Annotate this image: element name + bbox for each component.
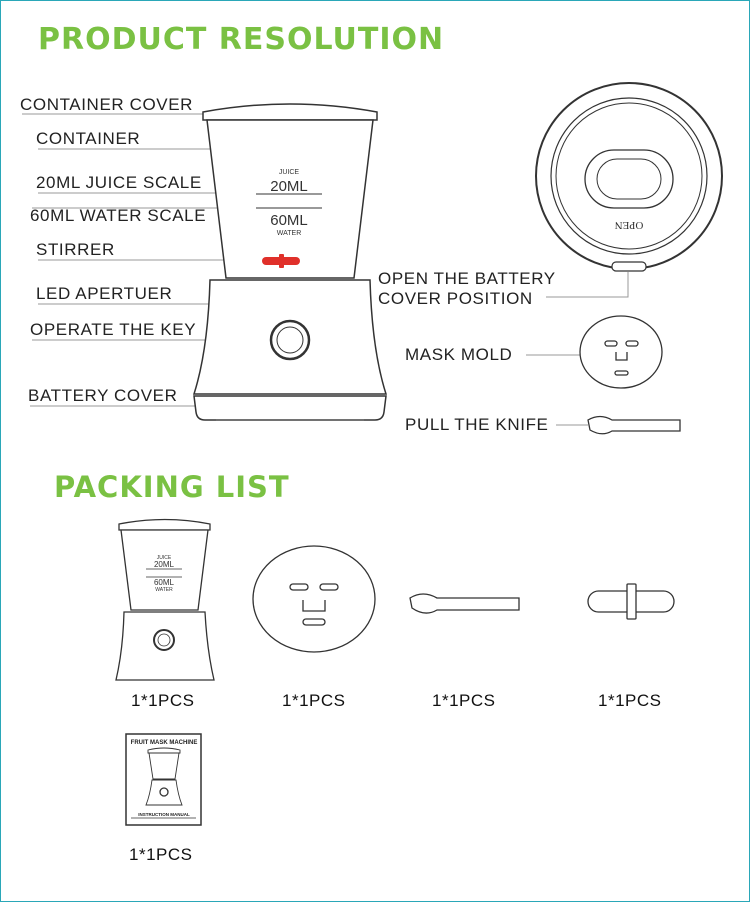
product-resolution-heading: PRODUCT RESOLUTION bbox=[38, 22, 445, 57]
label-container-cover: CONTAINER COVER bbox=[20, 95, 194, 114]
container-cover bbox=[203, 104, 377, 120]
label-container: CONTAINER bbox=[36, 129, 141, 148]
label-pull-knife: PULL THE KNIFE bbox=[405, 415, 549, 434]
svg-text:60ML: 60ML bbox=[153, 578, 175, 587]
pull-knife-diagram bbox=[588, 417, 680, 434]
manual-title: FRUIT MASK MACHINE bbox=[130, 740, 198, 746]
juice-mark: JUICE bbox=[278, 169, 300, 176]
label-open-battery-line2: COVER POSITION bbox=[378, 289, 533, 308]
label-juice-scale: 20ML JUICE SCALE bbox=[36, 173, 202, 192]
label-stirrer: STIRRER bbox=[36, 240, 115, 259]
qty-stirrer: 1*1PCS bbox=[598, 691, 662, 710]
container bbox=[207, 120, 373, 278]
label-open-battery-line1: OPEN THE BATTERY bbox=[378, 269, 556, 288]
label-battery-cover: BATTERY COVER bbox=[28, 386, 178, 405]
qty-mask-mold: 1*1PCS bbox=[282, 691, 346, 710]
packing-list-heading: PACKING LIST bbox=[54, 470, 290, 504]
label-mask-mold: MASK MOLD bbox=[405, 345, 513, 364]
leader-open-battery bbox=[546, 272, 628, 297]
operate-key bbox=[271, 321, 309, 359]
packing-stirrer bbox=[588, 584, 674, 619]
packing-machine bbox=[116, 520, 214, 681]
battery-cover-notch bbox=[612, 262, 646, 271]
open-mark: OPEN bbox=[614, 219, 644, 231]
label-led-aperture: LED APERTUER bbox=[36, 284, 173, 303]
bottom-view bbox=[536, 83, 722, 271]
label-operate-key: OPERATE THE KEY bbox=[30, 320, 197, 339]
qty-machine: 1*1PCS bbox=[131, 691, 195, 710]
qty-manual: 1*1PCS bbox=[129, 845, 193, 864]
qty-pull-knife: 1*1PCS bbox=[432, 691, 496, 710]
label-water-scale: 60ML WATER SCALE bbox=[30, 206, 207, 225]
manual-footer: INSTRUCTION MANUAL bbox=[138, 812, 190, 817]
svg-text:JUICE: JUICE bbox=[156, 555, 172, 561]
mask-mold-diagram bbox=[580, 316, 662, 388]
water-ml-mark: 60ML bbox=[270, 212, 308, 229]
packing-pull-knife bbox=[410, 594, 519, 613]
juice-ml-mark: 20ML bbox=[270, 178, 308, 195]
svg-text:WATER: WATER bbox=[155, 587, 173, 593]
water-mark: WATER bbox=[276, 230, 302, 237]
battery-cover bbox=[194, 396, 386, 420]
svg-text:20ML: 20ML bbox=[153, 560, 175, 569]
packing-mask-mold bbox=[253, 546, 375, 652]
